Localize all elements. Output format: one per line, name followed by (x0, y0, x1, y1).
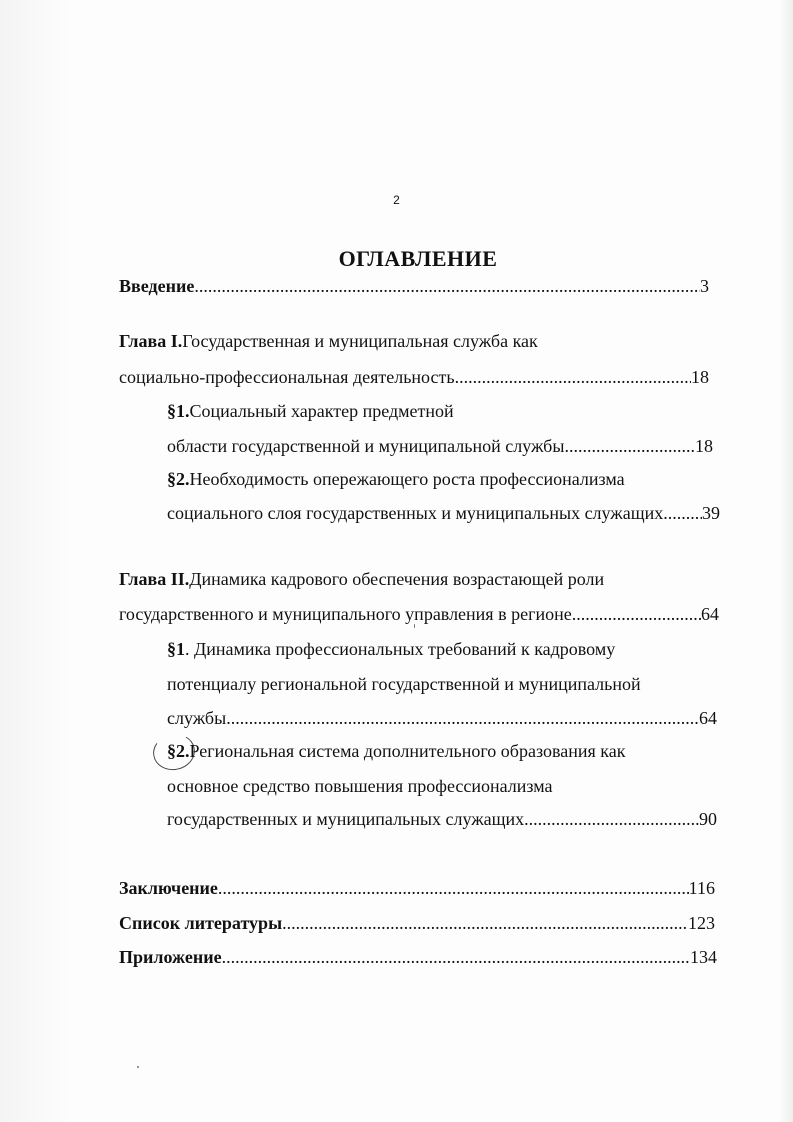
toc-ch1-s2-line2 (167, 502, 720, 524)
toc-ch2-s1-line3 (167, 707, 717, 729)
toc-entry-label: Введение (119, 276, 195, 296)
toc-entry-label: Список литературы (119, 913, 283, 933)
toc-ch1-s2-line1 (167, 468, 727, 490)
leader-dots (282, 912, 688, 934)
toc-entry-intro (119, 275, 709, 297)
toc-page-number: 18 (695, 436, 713, 456)
toc-title: ОГЛАВЛЕНИЕ (338, 246, 498, 271)
toc-ch2-s1-line1 (167, 638, 727, 660)
section-number: §2. (167, 741, 190, 761)
toc-page-number: 18 (691, 367, 709, 387)
toc-entry-bibliography (119, 912, 715, 934)
toc-page-number: 64 (701, 604, 719, 624)
scan-shadow-right (779, 0, 793, 1122)
leader-dots (572, 603, 701, 625)
section-number: §1. (167, 401, 190, 421)
section-title: . Динамика профессиональных требований к кадровому (185, 639, 616, 659)
chapter-title: Государственная и муниципальная служба как (182, 331, 538, 351)
toc-entry-conclusion (119, 877, 715, 899)
scan-speck (414, 624, 415, 628)
leader-dots (218, 877, 689, 899)
toc-ch2-s2-line3 (167, 808, 717, 830)
toc-entry-appendix (119, 946, 717, 968)
leader-dots (524, 808, 699, 830)
toc-page-number: 3 (700, 276, 709, 296)
section-title: Необходимость опережающего роста профессионализма (189, 469, 625, 489)
toc-entry-label: Заключение (119, 878, 218, 898)
leader-dots (194, 275, 700, 297)
leader-dots (564, 435, 695, 457)
toc-ch2-s2-line2 (167, 775, 727, 797)
toc-ch1-s1-line2 (167, 435, 713, 457)
toc-chapter1-line1 (119, 330, 719, 352)
toc-page-number: 64 (699, 708, 717, 728)
scan-speck (137, 1066, 139, 1068)
chapter-title: Динамика кадрового обеспечения возрастающей роли (189, 569, 605, 589)
toc-entry-label: Приложение (119, 947, 222, 967)
section-number: §2. (167, 469, 190, 489)
section-number: §1 (167, 639, 185, 659)
section-title: основное средство повышения профессионализма (167, 776, 553, 796)
toc-page-number: 116 (688, 878, 715, 898)
scan-shadow-left (0, 0, 72, 1122)
chapter-title: государственного и муниципального управления в регионе (119, 604, 572, 624)
toc-ch1-s1-line1 (167, 400, 727, 422)
section-title: Региональная система дополнительного образования как (189, 741, 626, 761)
section-title: социального слоя государственных и муниципальных служащих (167, 503, 664, 523)
toc-ch2-s1-line2 (167, 673, 727, 695)
chapter-label: Глава II. (119, 569, 190, 589)
toc-page-number: 90 (699, 809, 717, 829)
chapter-title: социально-профессиональная деятельность (119, 367, 455, 387)
toc-ch2-s2-line1 (167, 740, 727, 762)
toc-chapter1-line2 (119, 366, 709, 388)
section-title: государственных и муниципальных служащих (167, 809, 525, 829)
toc-page-number: 39 (702, 503, 720, 523)
leader-dots (663, 502, 702, 524)
leader-dots (226, 707, 699, 729)
chapter-label: Глава I. (119, 331, 183, 351)
section-title: службы (167, 708, 227, 728)
section-title: Социальный характер предметной (189, 401, 454, 421)
page-number: 2 (393, 193, 400, 207)
toc-chapter2-line1 (119, 568, 739, 590)
leader-dots (222, 946, 690, 968)
toc-page-number: 123 (688, 913, 715, 933)
toc-page-number: 134 (690, 947, 717, 967)
leader-dots (455, 366, 691, 388)
toc-chapter2-line2 (119, 603, 719, 625)
section-title: области государственной и муниципальной службы (167, 436, 565, 456)
section-title: потенциалу региональной государственной и муниципальной (167, 674, 641, 694)
